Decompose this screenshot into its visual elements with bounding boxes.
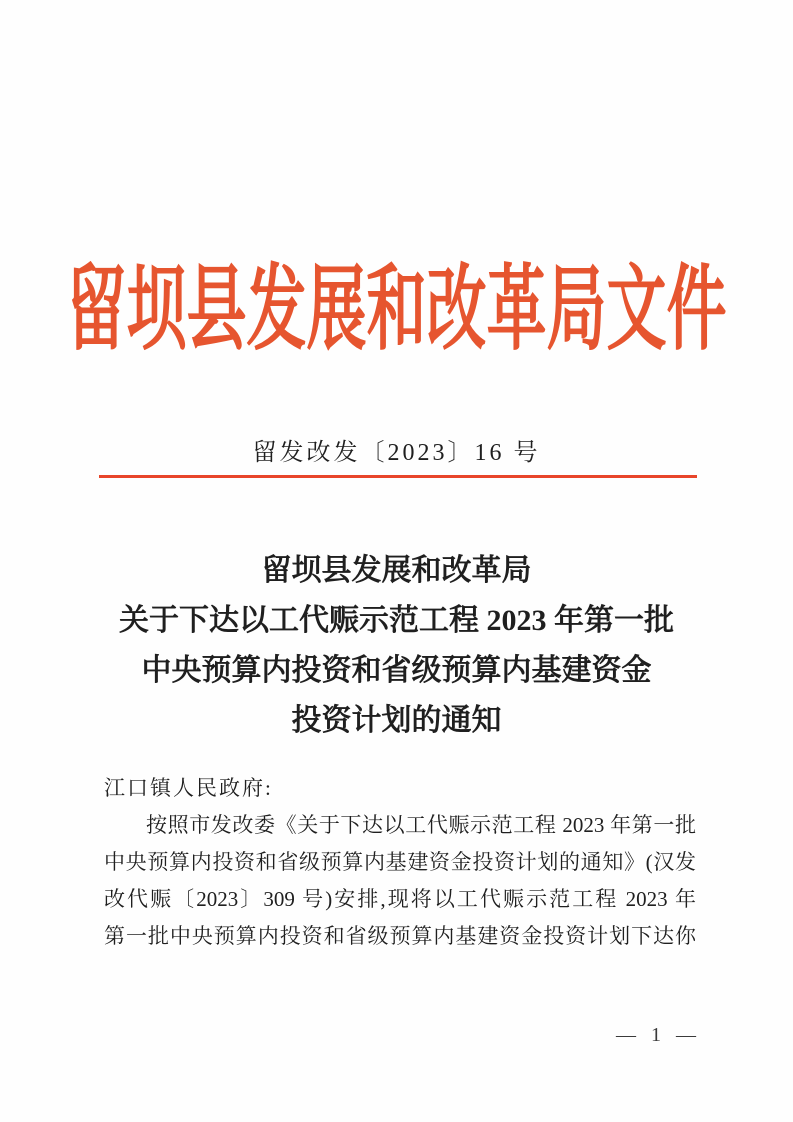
red-divider-line [99,475,697,478]
notice-title-line-2: 关于下达以工代赈示范工程 2023 年第一批 [119,604,674,637]
notice-title-line-3: 中央预算内投资和省级预算内基建资金 [141,654,652,687]
notice-title [0,546,793,746]
document-number: 留发改发〔2023〕16 号 [252,440,541,466]
salutation: 江口镇人民政府: [104,776,273,800]
document-body [104,770,696,955]
agency-banner-title: 留坝县发展和改革局文件 [66,258,727,362]
notice-title-line-4: 投资计划的通知 [291,704,502,737]
paragraph-line: 按照市发改委《关于下达以工代赈示范工程 2023 年第一批 [146,813,696,837]
notice-title-line-1: 留坝县发展和改革局 [261,554,532,587]
page-number: — 1 — [616,1024,701,1046]
paragraph-line: 改代赈〔2023〕309 号)安排,现将以工代赈示范工程 2023 年 [104,887,696,911]
paragraph-line: 第一批中央预算内投资和省级预算内基建资金投资计划下达你 [104,924,696,948]
paragraph-line: 中央预算内投资和省级预算内基建资金投资计划的通知》(汉发 [104,850,696,874]
